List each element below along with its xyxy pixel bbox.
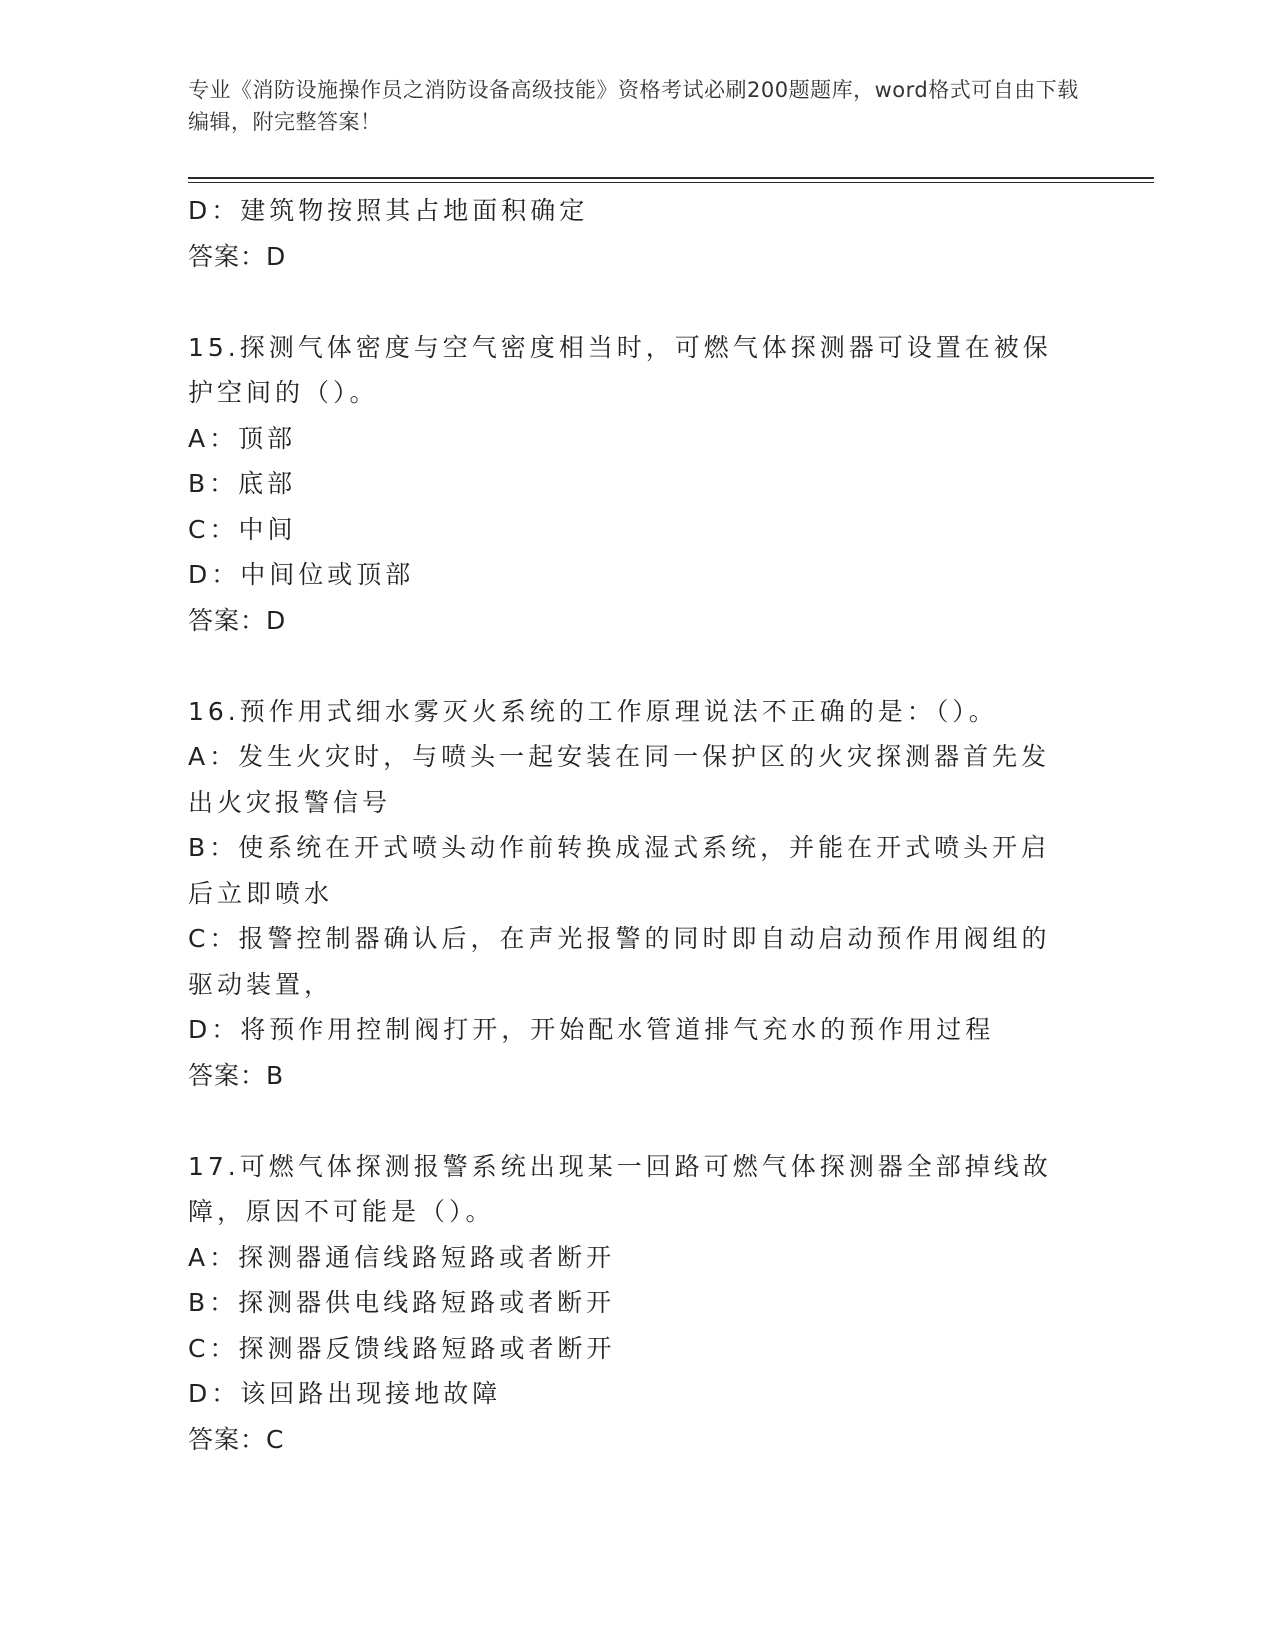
header-rule-thick — [188, 177, 1154, 179]
spacer — [188, 643, 1078, 689]
option-a: A：发生火灾时，与喷头一起安装在同一保护区的火灾探测器首先发出火灾报警信号 — [188, 742, 1051, 817]
option-a: A：探测器通信线路短路或者断开 — [188, 1242, 616, 1272]
option-c: C：探测器反馈线路短路或者断开 — [188, 1333, 616, 1363]
option-d: D：建筑物按照其占地面积确定 — [188, 196, 589, 225]
answer-line: 答案：D — [188, 241, 287, 271]
option-b: B：探测器供电线路短路或者断开 — [188, 1288, 616, 1317]
header-rule-thin — [188, 182, 1154, 183]
spacer — [188, 1098, 1078, 1144]
question-stem: 15.探测气体密度与空气密度相当时，可燃气体探测器可设置在被保护空间的（）。 — [188, 332, 1052, 407]
option-c: C：报警控制器确认后，在声光报警的同时即自动启动预作用阀组的驱动装置， — [188, 924, 1051, 999]
question-15 — [188, 325, 1078, 644]
question-16 — [188, 689, 1078, 1099]
header-title: 专业《消防设施操作员之消防设备高级技能》资格考试必刷200题题库，word格式可自由下载编辑，附完整答案！ — [188, 78, 1079, 134]
answer-line: 答案：D — [188, 605, 287, 635]
option-d: D：将预作用控制阀打开，开始配水管道排气充水的预作用过程 — [188, 1015, 995, 1044]
option-b: B：使系统在开式喷头动作前转换成湿式系统，并能在开式喷头开启后立即喷水 — [188, 833, 1051, 908]
question-continuation — [188, 188, 1078, 279]
spacer — [188, 279, 1078, 325]
document-body — [188, 188, 1078, 1462]
question-17 — [188, 1144, 1078, 1463]
document-header — [188, 74, 1088, 138]
option-b: B：底部 — [188, 469, 297, 498]
question-stem: 16.预作用式细水雾灭火系统的工作原理说法不正确的是：（）。 — [188, 696, 998, 726]
option-d: D：中间位或顶部 — [188, 560, 415, 589]
question-stem: 17.可燃气体探测报警系统出现某一回路可燃气体探测器全部掉线故障，原因不可能是（）。 — [188, 1151, 1052, 1226]
answer-line: 答案：C — [188, 1424, 285, 1454]
answer-line: 答案：B — [188, 1060, 285, 1090]
option-c: C：中间 — [188, 514, 297, 544]
option-d: D：该回路出现接地故障 — [188, 1379, 502, 1408]
option-a: A：顶部 — [188, 423, 297, 453]
